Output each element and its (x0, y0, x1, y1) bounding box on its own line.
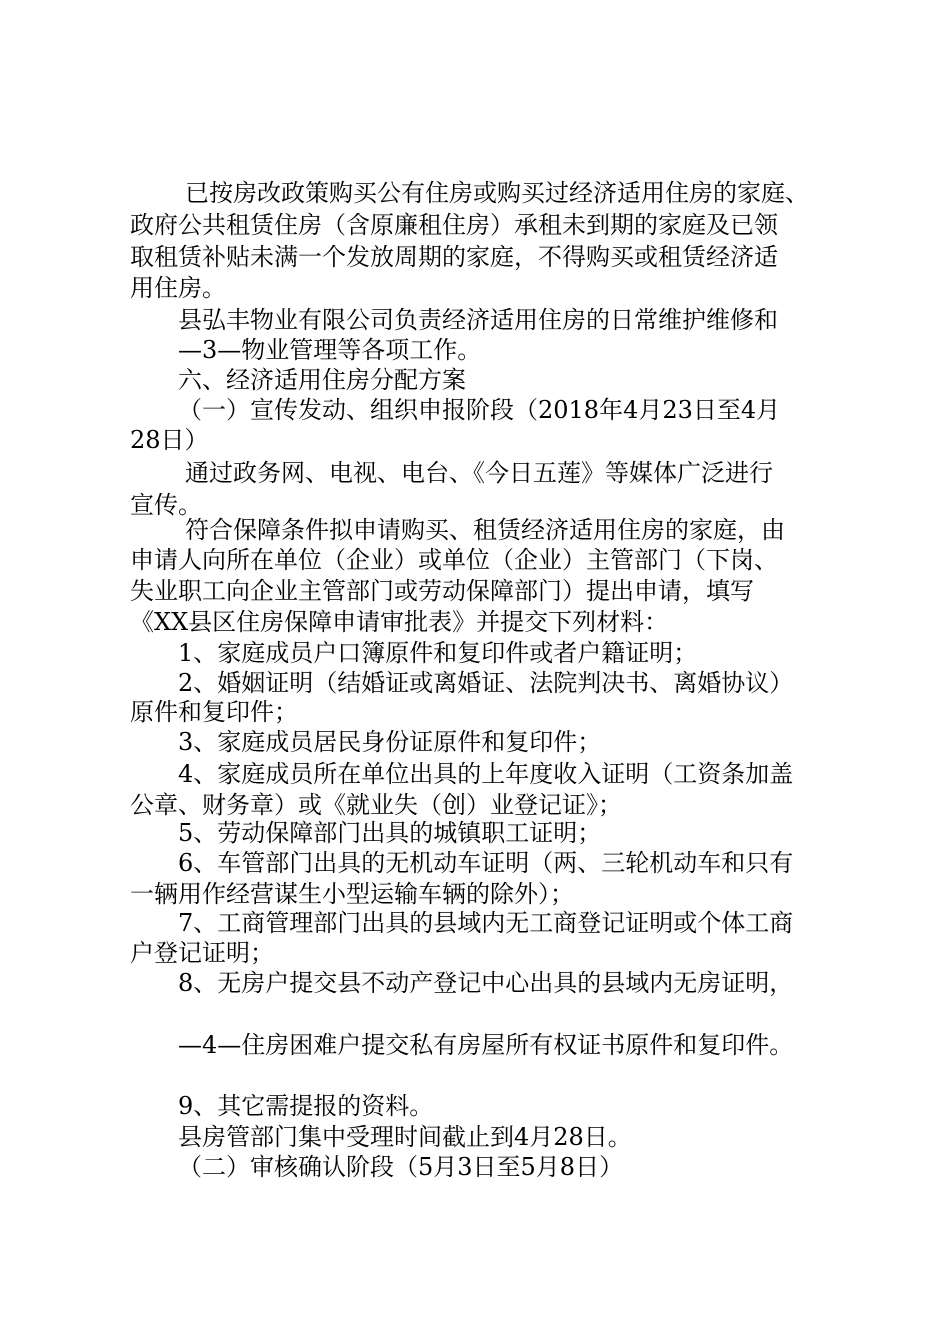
section-heading: 六、经济适用住房分配方案 (178, 366, 466, 394)
list-item: 9、其它需提报的资料。 (178, 1092, 434, 1120)
text-line-with-page-number: —4—住房困难户提交私有房屋所有权证书原件和复印件。 (178, 1031, 794, 1059)
text-line: 取租赁补贴未满一个发放周期的家庭，不得购买或租赁经济适 (130, 243, 778, 271)
list-item-cont: 户登记证明； (130, 939, 274, 967)
list-item: 3、家庭成员居民身份证原件和复印件； (178, 728, 602, 756)
list-item-cont: 公章、财务章）或《就业失（创）业登记证》； (130, 791, 622, 819)
text-line: 县弘丰物业有限公司负责经济适用住房的日常维护维修和 (178, 306, 778, 334)
text-line: 用住房。 (130, 274, 226, 302)
text-line: 通过政务网、电视、电台、《今日五莲》等媒体广泛进行 (185, 459, 773, 487)
list-item: 8、无房户提交县不动产登记中心出具的县域内无房证明， (178, 969, 794, 997)
list-item: 5、劳动保障部门出具的城镇职工证明； (178, 819, 602, 847)
list-item: 6、车管部门出具的无机动车证明（两、三轮机动车和只有 (178, 849, 794, 877)
text-line: 县房管部门集中受理时间截止到4月28日。 (178, 1123, 632, 1151)
subsection-heading-cont: 28日） (130, 426, 209, 454)
list-item: 2、婚姻证明（结婚证或离婚证、法院判决书、离婚协议） (178, 669, 794, 697)
list-item: 4、家庭成员所在单位出具的上年度收入证明（工资条加盖 (178, 760, 794, 788)
text-line: 申请人向所在单位（企业）或单位（企业）主管部门（下岗、 (130, 546, 778, 574)
subsection-heading: （二）审核确认阶段（5月3日至5月8日） (178, 1153, 624, 1181)
text-line: 《XX县区住房保障申请审批表》并提交下列材料： (130, 608, 669, 636)
list-item: 7、工商管理部门出具的县域内无工商登记证明或个体工商 (178, 909, 794, 937)
text-line: 失业职工向企业主管部门或劳动保障部门）提出申请，填写 (130, 577, 754, 605)
text-line: 已按房改政策购买公有住房或购买过经济适用住房的家庭、 (185, 179, 809, 207)
text-line: 符合保障条件拟申请购买、租赁经济适用住房的家庭，由 (185, 516, 785, 544)
text-line: 政府公共租赁住房（含原廉租住房）承租未到期的家庭及已领 (130, 211, 778, 239)
list-item-cont: 原件和复印件； (130, 698, 298, 726)
subsection-heading: （一）宣传发动、组织申报阶段（2018年4月23日至4月 (178, 396, 781, 424)
text-line: 宣传。 (130, 491, 202, 519)
list-item: 1、家庭成员户口簿原件和复印件或者户籍证明； (178, 639, 698, 667)
list-item-cont: 一辆用作经营谋生小型运输车辆的除外）； (130, 880, 574, 908)
text-line-with-page-number: —3—物业管理等各项工作。 (178, 336, 482, 364)
